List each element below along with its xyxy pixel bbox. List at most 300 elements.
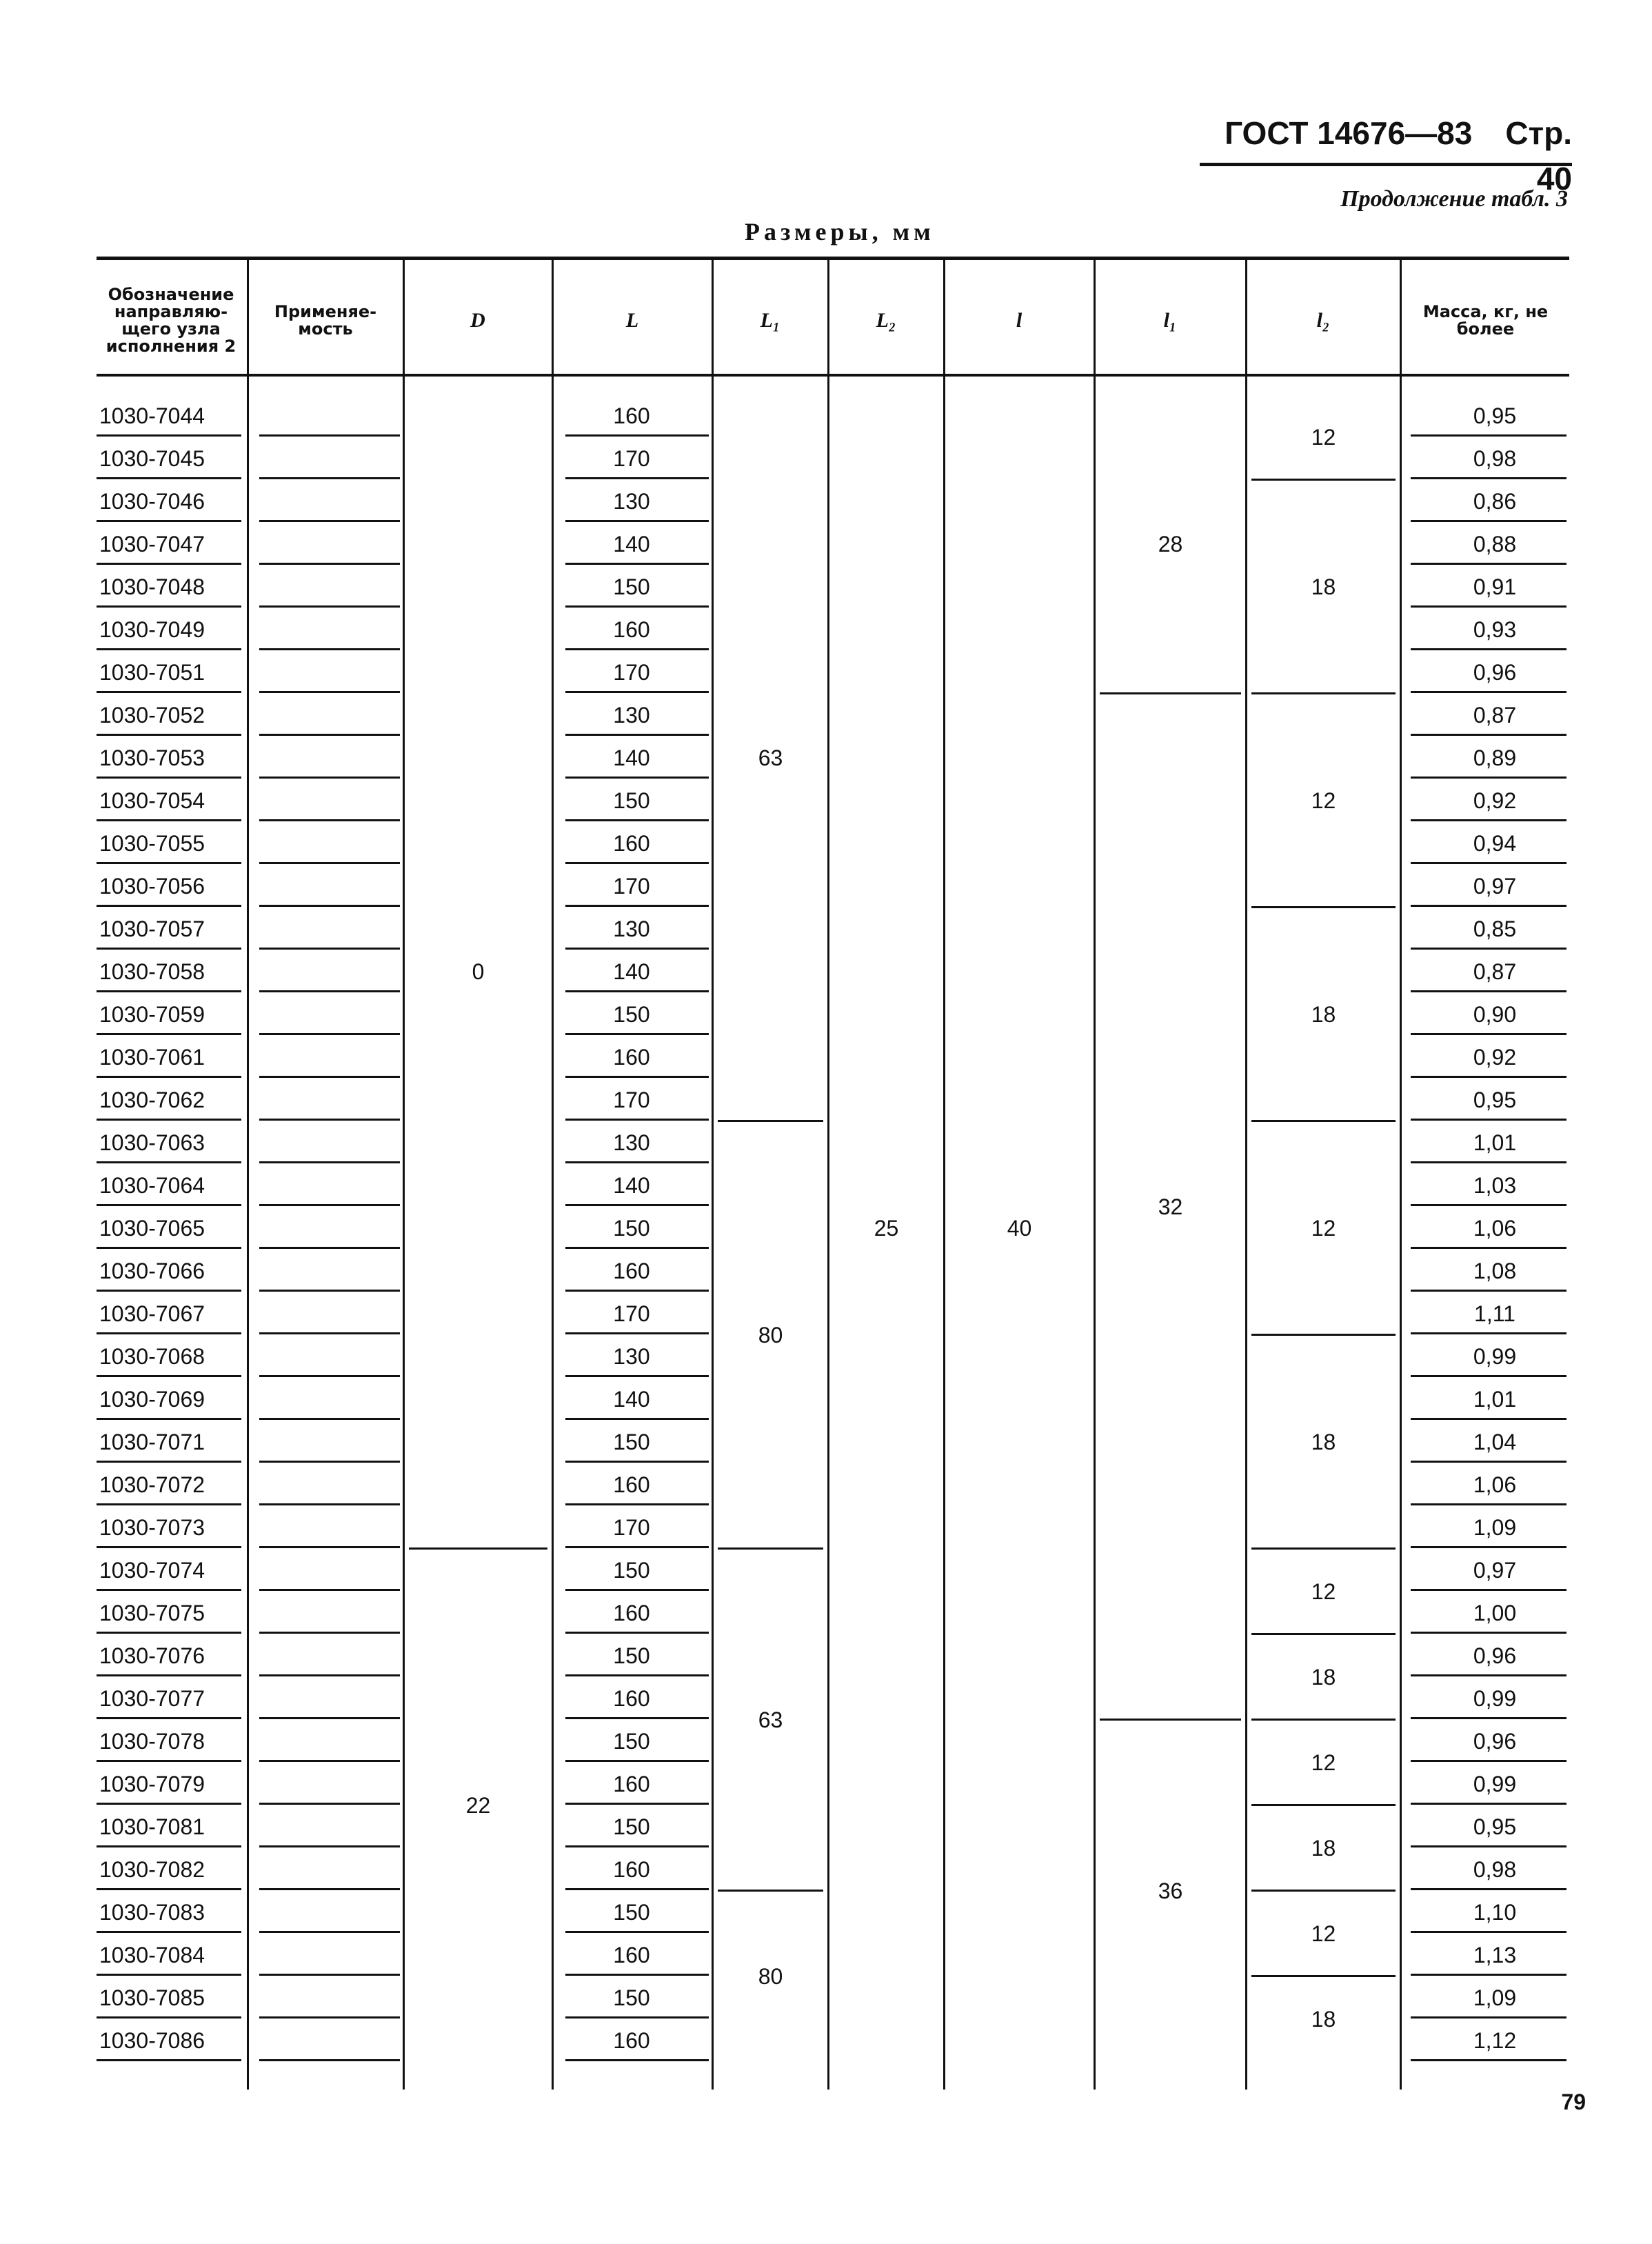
- row-underline: [1411, 905, 1567, 907]
- row-underline: [97, 734, 241, 736]
- L-value: 160: [613, 1601, 650, 1625]
- row-underline: [565, 434, 709, 437]
- mass-value: 1,11: [1474, 1301, 1515, 1326]
- mass-value: 0,92: [1473, 1045, 1517, 1070]
- D-group: 0: [472, 959, 485, 984]
- mass-value: 1,12: [1473, 2028, 1517, 2053]
- header-L1: L₁: [760, 309, 780, 332]
- row-underline: [1411, 563, 1567, 565]
- row-underline: [1411, 1290, 1567, 1292]
- designation: 1030-7075: [99, 1601, 205, 1625]
- L-value: 170: [613, 1088, 650, 1112]
- row-underline: [1411, 1033, 1567, 1035]
- l2-group: 18: [1311, 1835, 1336, 1861]
- header-mass: Масса, кг, не более: [1422, 301, 1549, 339]
- designation: 1030-7064: [99, 1173, 205, 1198]
- l2-group: 12: [1311, 1921, 1336, 1946]
- mass-value: 0,85: [1473, 916, 1517, 941]
- row-underline: [259, 1076, 400, 1078]
- row-underline: [1411, 1247, 1567, 1249]
- mass-value: 0,99: [1473, 1344, 1517, 1369]
- row-underline: [259, 1033, 400, 1035]
- designation: 1030-7062: [99, 1088, 205, 1112]
- row-underline: [1411, 1845, 1567, 1847]
- row-underline: [565, 1076, 709, 1078]
- row-underline: [97, 1461, 241, 1463]
- designation: 1030-7083: [99, 1900, 205, 1925]
- L-value: 150: [613, 1900, 650, 1925]
- l-group: 40: [1007, 1215, 1032, 1241]
- L-value: 160: [613, 617, 650, 642]
- mass-value: 1,06: [1473, 1472, 1517, 1497]
- row-underline: [565, 905, 709, 907]
- L1-group: 80: [758, 1322, 783, 1348]
- row-underline: [97, 1161, 241, 1163]
- L-value: 130: [613, 1344, 650, 1369]
- row-underline: [565, 605, 709, 608]
- l1-group: 32: [1158, 1194, 1183, 1219]
- row-underline: [1411, 1931, 1567, 1933]
- row-underline: [1411, 2016, 1567, 2018]
- row-underline: [259, 563, 400, 565]
- l1-group: 28: [1158, 531, 1183, 557]
- row-underline: [565, 819, 709, 821]
- L-value: 170: [613, 446, 650, 471]
- row-underline: [1411, 1503, 1567, 1505]
- mass-value: 0,91: [1473, 574, 1517, 599]
- row-underline: [97, 1290, 241, 1292]
- row-underline: [1411, 1974, 1567, 1976]
- row-underline: [97, 1803, 241, 1805]
- designation: 1030-7058: [99, 959, 205, 984]
- designation: 1030-7077: [99, 1686, 205, 1711]
- row-underline: [259, 1845, 400, 1847]
- row-underline: [259, 1888, 400, 1890]
- row-underline: [97, 1674, 241, 1676]
- row-underline: [1411, 1119, 1567, 1121]
- row-underline: [97, 1974, 241, 1976]
- row-underline: [565, 862, 709, 864]
- row-underline: [259, 1546, 400, 1548]
- row-underline: [565, 1033, 709, 1035]
- row-underline: [1411, 777, 1567, 779]
- row-underline: [97, 1503, 241, 1505]
- designation: 1030-7082: [99, 1857, 205, 1882]
- row-underline: [1411, 477, 1567, 479]
- row-underline: [97, 1204, 241, 1206]
- designation: 1030-7045: [99, 446, 205, 471]
- table-top-rule: [97, 257, 1569, 260]
- mass-value: 1,09: [1473, 1515, 1517, 1540]
- L1-group: 63: [758, 745, 783, 770]
- L-value: 170: [613, 1515, 650, 1540]
- L-value: 170: [613, 660, 650, 685]
- row-underline: [259, 1418, 400, 1420]
- row-underline: [97, 605, 241, 608]
- L-value: 140: [613, 745, 650, 770]
- mass-value: 1,01: [1473, 1387, 1517, 1412]
- designation: 1030-7054: [99, 788, 205, 813]
- mass-value: 0,99: [1473, 1686, 1517, 1711]
- mass-value: 1,13: [1473, 1943, 1517, 1967]
- row-underline: [97, 1632, 241, 1634]
- L-value: 130: [613, 703, 650, 728]
- designation: 1030-7056: [99, 874, 205, 899]
- mass-value: 0,94: [1473, 831, 1517, 856]
- row-underline: [565, 1503, 709, 1505]
- row-underline: [565, 1332, 709, 1334]
- row-underline: [259, 2016, 400, 2018]
- header-l2: l₂: [1316, 309, 1330, 332]
- designation: 1030-7049: [99, 617, 205, 642]
- row-underline: [259, 1760, 400, 1762]
- row-underline: [565, 2059, 709, 2061]
- L-value: 150: [613, 1002, 650, 1027]
- row-underline: [565, 1674, 709, 1676]
- row-underline: [1411, 1076, 1567, 1078]
- designation: 1030-7055: [99, 831, 205, 856]
- row-underline: [97, 1418, 241, 1420]
- mass-value: 0,98: [1473, 1857, 1517, 1882]
- designation: 1030-7078: [99, 1729, 205, 1754]
- row-underline: [1411, 990, 1567, 992]
- column-divider: [552, 257, 554, 2090]
- L-value: 150: [613, 1430, 650, 1454]
- L1-group: 80: [758, 1963, 783, 1989]
- row-underline: [565, 1760, 709, 1762]
- l2-group: 18: [1311, 1664, 1336, 1690]
- row-underline: [565, 648, 709, 650]
- row-underline: [565, 1717, 709, 1719]
- row-underline: [259, 1803, 400, 1805]
- row-underline: [1411, 1204, 1567, 1206]
- mass-value: 1,00: [1473, 1601, 1517, 1625]
- designation: 1030-7084: [99, 1943, 205, 1967]
- row-underline: [1411, 434, 1567, 437]
- l2-group: 12: [1311, 1215, 1336, 1241]
- L-value: 150: [613, 1558, 650, 1583]
- designation: 1030-7086: [99, 2028, 205, 2053]
- row-underline: [565, 1632, 709, 1634]
- row-underline: [259, 648, 400, 650]
- row-underline: [1411, 648, 1567, 650]
- L-value: 130: [613, 916, 650, 941]
- header-l: l: [1016, 309, 1023, 332]
- mass-value: 0,92: [1473, 788, 1517, 813]
- header-designation: Обозначение направляю-щего узла исполнения 2: [105, 284, 236, 357]
- row-underline: [259, 691, 400, 693]
- l2-group: 12: [1311, 1579, 1336, 1604]
- designation: 1030-7046: [99, 489, 205, 514]
- designation: 1030-7066: [99, 1259, 205, 1283]
- row-underline: [565, 1803, 709, 1805]
- designation: 1030-7044: [99, 403, 205, 428]
- designation: 1030-7052: [99, 703, 205, 728]
- row-underline: [97, 1119, 241, 1121]
- designation: 1030-7063: [99, 1130, 205, 1155]
- row-underline: [97, 1546, 241, 1548]
- L-value: 150: [613, 1643, 650, 1668]
- row-underline: [259, 1717, 400, 1719]
- L-value: 140: [613, 532, 650, 557]
- row-underline: [565, 2016, 709, 2018]
- row-underline: [97, 648, 241, 650]
- L-value: 160: [613, 1772, 650, 1796]
- designation: 1030-7071: [99, 1430, 205, 1454]
- l2-group: 18: [1311, 2006, 1336, 2032]
- L-value: 150: [613, 574, 650, 599]
- L-value: 160: [613, 1472, 650, 1497]
- l2-group: 18: [1311, 1429, 1336, 1454]
- row-underline: [259, 520, 400, 522]
- mass-value: 0,97: [1473, 874, 1517, 899]
- L-value: 160: [613, 403, 650, 428]
- designation: 1030-7076: [99, 1643, 205, 1668]
- mass-value: 0,89: [1473, 745, 1517, 770]
- designation: 1030-7069: [99, 1387, 205, 1412]
- page-header: [1200, 110, 1572, 197]
- mass-value: 1,04: [1473, 1430, 1517, 1454]
- row-underline: [1411, 1461, 1567, 1463]
- row-underline: [97, 819, 241, 821]
- L-value: 130: [613, 1130, 650, 1155]
- row-underline: [565, 520, 709, 522]
- designation: 1030-7068: [99, 1344, 205, 1369]
- row-underline: [565, 1375, 709, 1377]
- row-underline: [259, 434, 400, 437]
- row-underline: [1411, 1161, 1567, 1163]
- row-underline: [1411, 1546, 1567, 1548]
- designation: 1030-7081: [99, 1814, 205, 1839]
- L1-group: 63: [758, 1707, 783, 1732]
- L-value: 130: [613, 489, 650, 514]
- header-l1: l₁: [1163, 309, 1177, 332]
- row-underline: [1411, 1803, 1567, 1805]
- row-underline: [259, 1332, 400, 1334]
- units-caption: Размеры, мм: [745, 218, 935, 246]
- L-value: 160: [613, 1857, 650, 1882]
- l2-group: 12: [1311, 424, 1336, 450]
- designation: 1030-7059: [99, 1002, 205, 1027]
- row-underline: [97, 1247, 241, 1249]
- row-underline: [565, 1974, 709, 1976]
- row-underline: [259, 605, 400, 608]
- row-underline: [97, 1033, 241, 1035]
- row-underline: [259, 905, 400, 907]
- row-underline: [259, 1674, 400, 1676]
- designation: 1030-7065: [99, 1216, 205, 1241]
- row-underline: [565, 1589, 709, 1591]
- row-underline: [97, 948, 241, 950]
- row-underline: [565, 948, 709, 950]
- row-underline: [1411, 819, 1567, 821]
- row-underline: [97, 1332, 241, 1334]
- row-underline: [565, 1247, 709, 1249]
- header-L2: L₂: [876, 309, 896, 332]
- row-underline: [1411, 1375, 1567, 1377]
- mass-value: 1,10: [1473, 1900, 1517, 1925]
- mass-value: 0,98: [1473, 446, 1517, 471]
- row-underline: [259, 1461, 400, 1463]
- row-underline: [97, 905, 241, 907]
- row-underline: [259, 1974, 400, 1976]
- mass-value: 1,01: [1473, 1130, 1517, 1155]
- header-D: D: [470, 309, 485, 332]
- L-value: 160: [613, 1686, 650, 1711]
- row-underline: [565, 777, 709, 779]
- row-underline: [97, 1760, 241, 1762]
- row-underline: [97, 2059, 241, 2061]
- mass-value: 0,95: [1473, 403, 1517, 428]
- L-value: 160: [613, 2028, 650, 2053]
- l2-group: 18: [1311, 1001, 1336, 1027]
- row-underline: [565, 1931, 709, 1933]
- L-value: 140: [613, 959, 650, 984]
- row-underline: [259, 819, 400, 821]
- row-underline: [1411, 948, 1567, 950]
- row-underline: [565, 1461, 709, 1463]
- row-underline: [259, 1931, 400, 1933]
- row-underline: [259, 1247, 400, 1249]
- row-underline: [565, 990, 709, 992]
- L-value: 160: [613, 1943, 650, 1967]
- L-value: 150: [613, 1985, 650, 2010]
- L-value: 160: [613, 1259, 650, 1283]
- mass-value: 0,88: [1473, 532, 1517, 557]
- row-underline: [1411, 1632, 1567, 1634]
- mass-value: 0,95: [1473, 1088, 1517, 1112]
- row-underline: [259, 477, 400, 479]
- L-value: 170: [613, 874, 650, 899]
- L-value: 150: [613, 1814, 650, 1839]
- row-underline: [97, 434, 241, 437]
- row-underline: [97, 1589, 241, 1591]
- designation: 1030-7047: [99, 532, 205, 557]
- mass-value: 0,87: [1473, 959, 1517, 984]
- row-underline: [97, 691, 241, 693]
- row-underline: [565, 1161, 709, 1163]
- mass-value: 0,97: [1473, 1558, 1517, 1583]
- row-underline: [259, 1503, 400, 1505]
- designation: 1030-7057: [99, 916, 205, 941]
- row-underline: [565, 1119, 709, 1121]
- row-underline: [259, 1290, 400, 1292]
- mass-value: 1,03: [1473, 1173, 1517, 1198]
- mass-value: 0,93: [1473, 617, 1517, 642]
- row-underline: [259, 948, 400, 950]
- L-value: 150: [613, 1216, 650, 1241]
- row-underline: [565, 1290, 709, 1292]
- row-underline: [565, 734, 709, 736]
- mass-value: 0,86: [1473, 489, 1517, 514]
- row-underline: [1411, 1717, 1567, 1719]
- header-L: L: [625, 309, 639, 332]
- L-value: 150: [613, 788, 650, 813]
- row-underline: [97, 1375, 241, 1377]
- designation: 1030-7085: [99, 1985, 205, 2010]
- row-underline: [565, 477, 709, 479]
- designation: 1030-7072: [99, 1472, 205, 1497]
- l2-group: 18: [1311, 574, 1336, 599]
- designation: 1030-7053: [99, 745, 205, 770]
- row-underline: [259, 734, 400, 736]
- row-underline: [1411, 605, 1567, 608]
- page-number: 79: [1561, 2090, 1586, 2114]
- column-divider: [1400, 257, 1402, 2090]
- row-underline: [259, 777, 400, 779]
- row-underline: [1411, 734, 1567, 736]
- designation: 1030-7048: [99, 574, 205, 599]
- row-underline: [1411, 2059, 1567, 2061]
- continuation-note: Продолжение табл. 3: [1340, 186, 1568, 212]
- row-underline: [259, 1161, 400, 1163]
- row-underline: [97, 862, 241, 864]
- mass-value: 0,87: [1473, 703, 1517, 728]
- row-underline: [259, 2059, 400, 2061]
- designation: 1030-7067: [99, 1301, 205, 1326]
- standard-code: ГОСТ 14676—83: [1225, 115, 1473, 151]
- row-underline: [97, 1076, 241, 1078]
- row-underline: [259, 1589, 400, 1591]
- row-underline: [97, 520, 241, 522]
- designation: 1030-7079: [99, 1772, 205, 1796]
- row-underline: [1411, 862, 1567, 864]
- row-underline: [565, 1546, 709, 1548]
- l2-group: 12: [1311, 1750, 1336, 1775]
- page-label: Стр. 40: [1505, 115, 1572, 197]
- L-value: 140: [613, 1173, 650, 1198]
- row-underline: [97, 477, 241, 479]
- row-underline: [97, 1888, 241, 1890]
- row-underline: [565, 691, 709, 693]
- column-divider: [247, 257, 249, 2090]
- mass-value: 0,96: [1473, 1643, 1517, 1668]
- row-underline: [565, 1888, 709, 1890]
- header-applicability: Применяе-мость: [274, 301, 377, 339]
- designation: 1030-7074: [99, 1558, 205, 1583]
- L2-group: 25: [874, 1215, 899, 1241]
- mass-value: 1,09: [1473, 1985, 1517, 2010]
- row-underline: [259, 1375, 400, 1377]
- row-underline: [1411, 691, 1567, 693]
- row-underline: [259, 990, 400, 992]
- row-underline: [259, 1119, 400, 1121]
- mass-value: 0,95: [1473, 1814, 1517, 1839]
- row-underline: [565, 1845, 709, 1847]
- row-underline: [1411, 1332, 1567, 1334]
- row-underline: [1411, 1760, 1567, 1762]
- row-underline: [565, 563, 709, 565]
- row-underline: [97, 2016, 241, 2018]
- L-value: 160: [613, 831, 650, 856]
- mass-value: 1,08: [1473, 1259, 1517, 1283]
- row-underline: [565, 1418, 709, 1420]
- designation: 1030-7073: [99, 1515, 205, 1540]
- row-underline: [97, 990, 241, 992]
- row-underline: [97, 1931, 241, 1933]
- row-underline: [259, 1632, 400, 1634]
- row-underline: [97, 1717, 241, 1719]
- row-underline: [1411, 1589, 1567, 1591]
- row-underline: [97, 1845, 241, 1847]
- mass-value: 0,96: [1473, 660, 1517, 685]
- row-underline: [259, 862, 400, 864]
- mass-value: 0,90: [1473, 1002, 1517, 1027]
- L-value: 140: [613, 1387, 650, 1412]
- row-underline: [259, 1204, 400, 1206]
- mass-value: 1,06: [1473, 1216, 1517, 1241]
- D-group: 22: [465, 1792, 491, 1818]
